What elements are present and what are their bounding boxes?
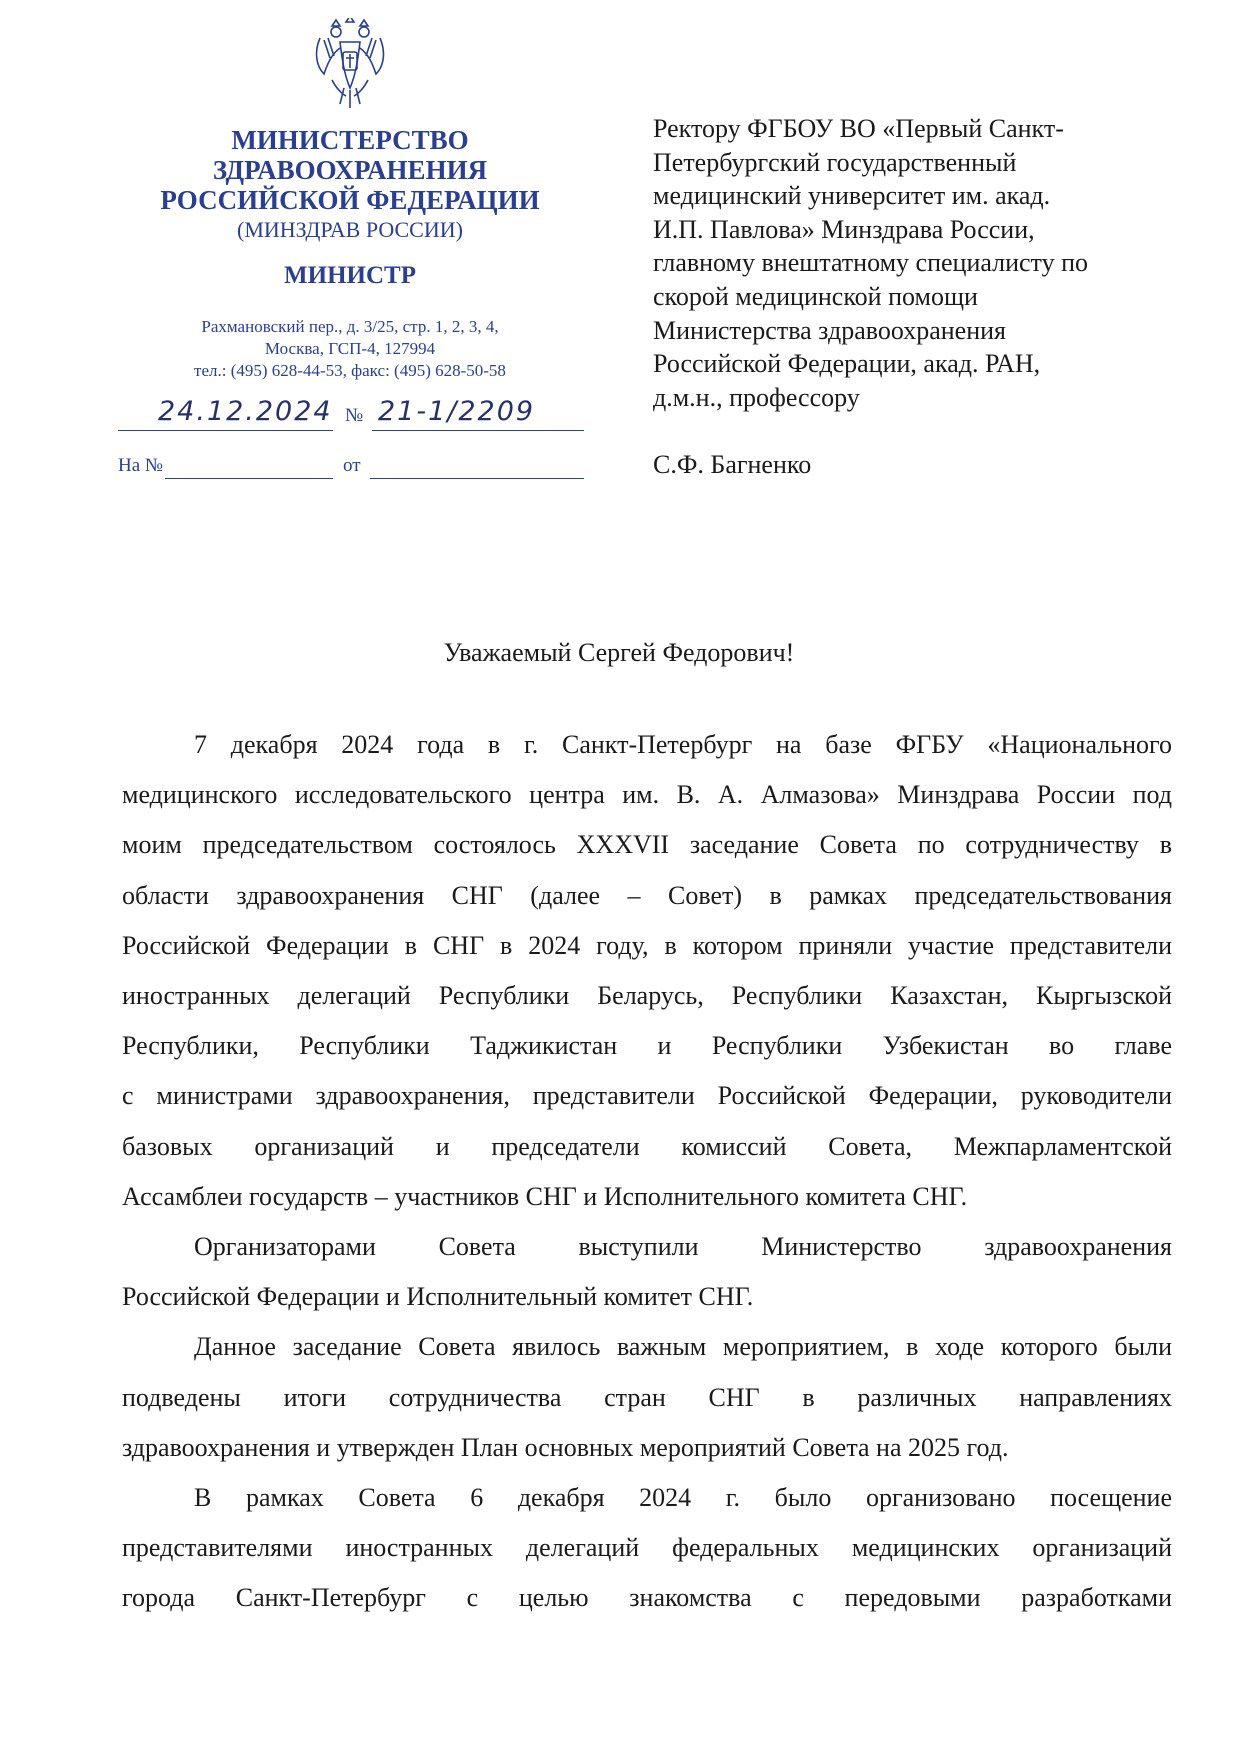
paragraph-4: [122, 1473, 1172, 1624]
body-line: Российской Федерации в СНГ в 2024 году, в котором приняли участие представители: [122, 930, 1172, 960]
org-line-2: ЗДРАВООХРАНЕНИЯ: [212, 155, 488, 185]
body-line: Российской Федерации и Исполнительный комитет СНГ.: [122, 1282, 754, 1312]
salutation: Уважаемый Сергей Федорович!: [443, 638, 795, 667]
addressee-line: скорой медицинской помощи: [653, 281, 978, 311]
addressee-line: Петербургский государственный: [653, 147, 1017, 177]
coat-of-arms-icon: [310, 18, 390, 110]
body-line: здравоохранения и утвержден План основных мероприятий Совета на 2025 год.: [122, 1432, 1009, 1462]
address-line-1: Рахмановский пер., д. 3/25, стр. 1, 2, 3, 4,: [201, 317, 499, 336]
reference-date-blank: [370, 478, 584, 479]
reference-number-blank: [165, 478, 333, 479]
letter-body: [122, 720, 1172, 1624]
address-line-3: тел.: (495) 628-44-53, факс: (495) 628-50-58: [194, 361, 506, 380]
body-line: В рамках Совета 6 декабря 2024 г. было организовано посещение: [194, 1483, 1172, 1513]
body-line: Организаторами Совета выступили Министерство здравоохранения: [194, 1232, 1172, 1262]
registration-number-field: [372, 396, 584, 431]
body-line: иностранных делегаций Республики Беларусь, Республики Казахстан, Кыргызской: [122, 981, 1172, 1011]
paragraph-2: [122, 1222, 1172, 1322]
body-line: представителями иностранных делегаций федеральных медицинских организаций: [122, 1533, 1172, 1563]
addressee-line: Ректору ФГБОУ ВО «Первый Санкт-: [653, 114, 1064, 143]
body-line: 7 декабря 2024 года в г. Санкт-Петербург на базе ФГБУ «Национального: [194, 730, 1172, 759]
addressee-line: Министерства здравоохранения: [653, 315, 1006, 345]
body-line: моим председательством состоялось XXXVII заседание Совета по сотрудничеству в: [122, 830, 1172, 860]
body-line: Данное заседание Совета явилось важным мероприятием, в ходе которого были: [194, 1332, 1172, 1362]
organization-name: [130, 125, 570, 245]
paragraph-1: [122, 720, 1172, 1222]
body-line: города Санкт-Петербург с целью знакомства с передовыми разработками: [122, 1583, 1172, 1613]
body-line: Республики, Республики Таджикистан и Республики Узбекистан во главе: [122, 1031, 1172, 1061]
addressee-block: [653, 112, 1173, 414]
addressee-name: С.Ф. Багненко: [653, 450, 812, 479]
registration-date: 24.12.2024: [158, 396, 333, 427]
addressee-line: д.м.н., профессору: [653, 382, 860, 412]
paragraph-3: [122, 1322, 1172, 1473]
registration-number: 21-1/2209: [378, 396, 536, 427]
address-line-2: Москва, ГСП-4, 127994: [264, 339, 436, 358]
reference-date-label: от: [343, 455, 361, 476]
addressee-line: Российской Федерации, акад. РАН,: [653, 349, 1041, 379]
org-abbreviation: (МИНЗДРАВ РОССИИ): [237, 217, 463, 242]
addressee-line: главному внештатному специалисту по: [653, 248, 1088, 278]
body-line: базовых организаций и председатели комиссий Совета, Межпарламентской: [122, 1131, 1172, 1161]
body-line: Ассамблеи государств – участников СНГ и Исполнительного комитета СНГ.: [122, 1181, 968, 1211]
addressee-line: медицинский университет им. акад.: [653, 181, 1051, 211]
registration-date-field: [118, 396, 333, 431]
registration-number-label: №: [345, 405, 364, 426]
body-line: с министрами здравоохранения, представители Российской Федерации, руководители: [122, 1081, 1172, 1111]
org-address: [130, 316, 570, 382]
org-line-1: МИНИСТЕРСТВО: [231, 125, 469, 155]
body-line: медицинского исследовательского центра им. В. А. Алмазова» Минздрава России под: [122, 780, 1172, 810]
org-line-3: РОССИЙСКОЙ ФЕДЕРАЦИИ: [160, 185, 540, 215]
body-line: подведены итоги сотрудничества стран СНГ в различных направлениях: [122, 1382, 1172, 1412]
position-title: МИНИСТР: [284, 262, 416, 289]
addressee-line: И.П. Павлова» Минздрава России,: [653, 214, 1035, 244]
reference-number-label: На №: [118, 455, 164, 476]
body-line: области здравоохранения СНГ (далее – Совет) в рамках председательствования: [122, 880, 1172, 910]
